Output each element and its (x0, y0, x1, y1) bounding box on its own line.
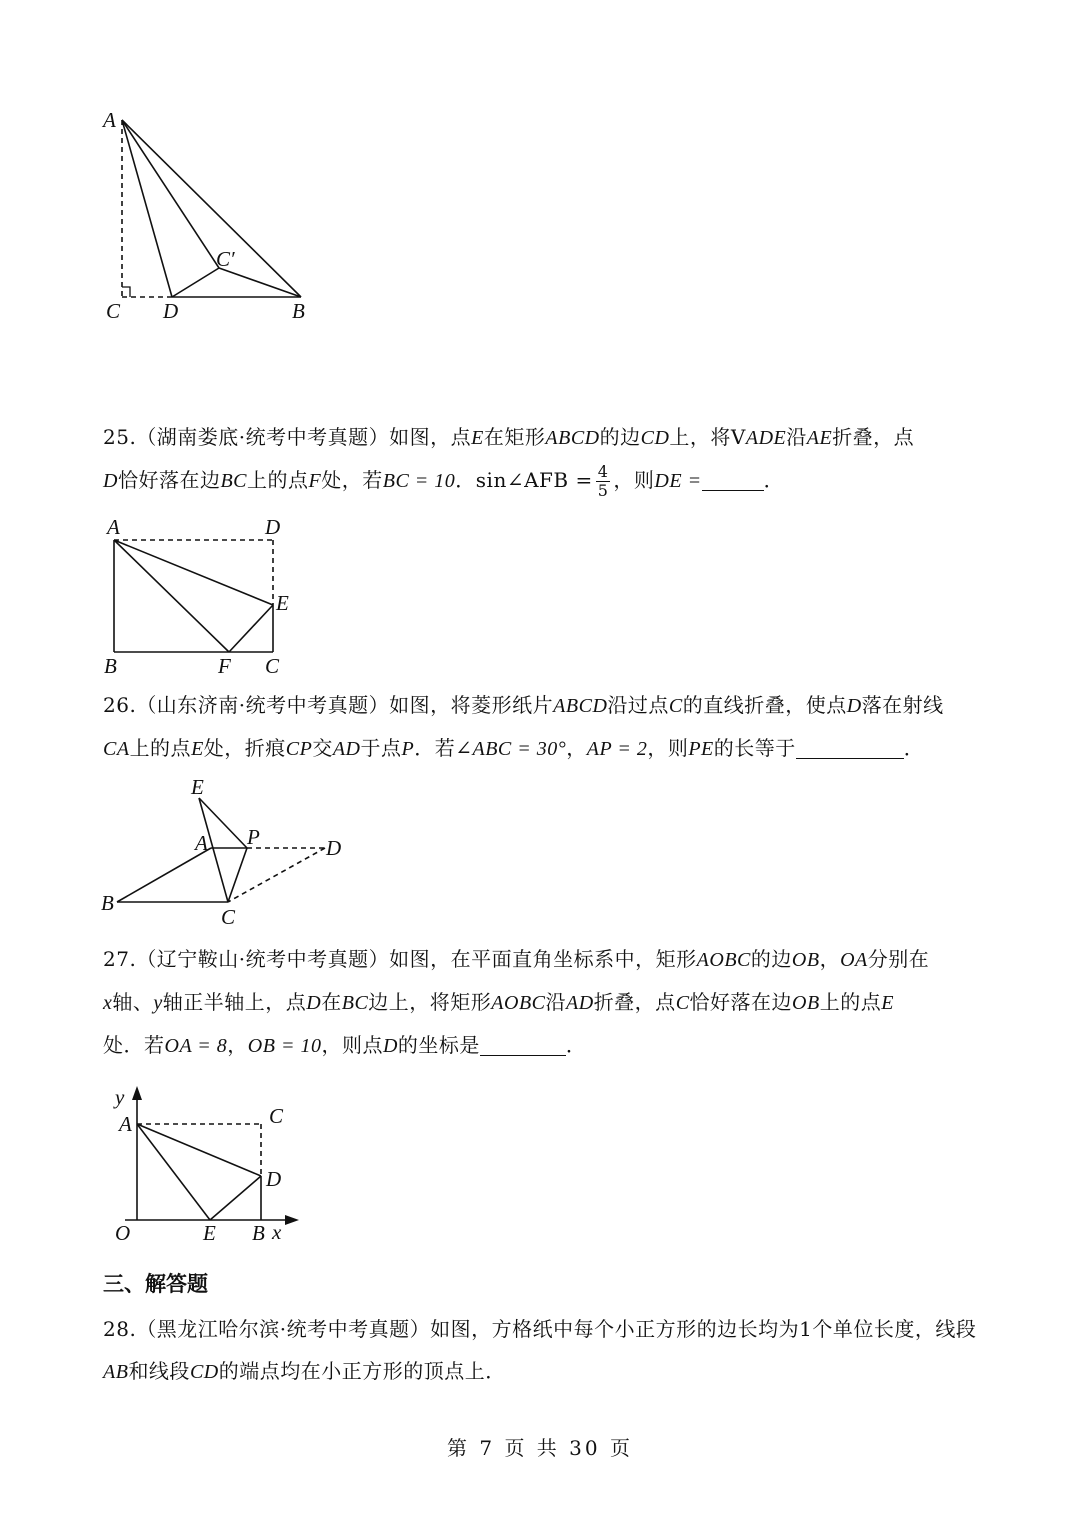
segment-ad (122, 120, 172, 297)
label-b: B (101, 891, 114, 915)
figure-q27 (95, 1082, 325, 1252)
question-number: 25. (103, 425, 137, 449)
answer-blank[interactable] (480, 1033, 566, 1056)
figure-q25 (95, 512, 315, 682)
segment-fe (229, 605, 273, 652)
question-27: 27.（辽宁鞍山·统考中考真题）如图，在平面直角坐标系中，矩形AOBC的边OB，OA分别在 x轴、y轴正半轴上，点D在BC边上，将矩形AOBC沿AD折叠，点C恰好落在边OB上的点E 处．若OA = 8，OB = 10，则点D的坐标是 ． (103, 947, 930, 1057)
segment-ae (114, 540, 273, 605)
label-a: A (119, 1112, 132, 1136)
segment-ad (137, 1124, 261, 1176)
segment-dc-dashed (228, 848, 325, 902)
label-a: A (107, 515, 120, 539)
label-c: C (106, 299, 121, 323)
label-c: C (221, 905, 236, 929)
segment-af (114, 540, 229, 652)
segment-ba (117, 848, 211, 902)
figure-q24 (95, 100, 355, 330)
label-c-prime: C′ (216, 247, 235, 271)
question-28: 28.（黑龙江哈尔滨·统考中考真题）如图，方格纸中每个小正方形的边长均为1个单位长度，线段AB和线段CD的端点均在小正方形的顶点上． (103, 1317, 977, 1383)
label-d: D (326, 836, 342, 860)
label-e: E (276, 591, 289, 615)
page-footer: 第 7 页 共 30 页 (447, 1436, 633, 1460)
fraction-4-5: $\frac{4}{5}$ (597, 462, 609, 500)
label-x: x (272, 1220, 282, 1244)
x-axis-arrow-icon (285, 1215, 299, 1225)
label-d: D (266, 1167, 282, 1191)
label-f: F (218, 654, 231, 678)
label-a: A (195, 831, 208, 855)
segment-ab (122, 120, 301, 297)
answer-blank[interactable] (702, 468, 764, 491)
figure-q26 (95, 772, 355, 932)
label-o: O (115, 1221, 131, 1245)
label-b: B (104, 654, 117, 678)
label-e: E (203, 1221, 216, 1245)
label-d: D (265, 515, 281, 539)
label-c: C (265, 654, 280, 678)
segment-c-prime-b (219, 268, 301, 297)
segment-ac-prime (122, 120, 219, 268)
label-b: B (292, 299, 305, 323)
question-26: 26.（山东济南·统考中考真题）如图，将菱形纸片ABCD沿过点C的直线折叠，使点D落在射线 CA上的点E处，折痕CP交AD于点P．若∠ABC = 30°，AP = 2，则PE的长等于 ． (103, 693, 944, 760)
label-a: A (103, 108, 116, 132)
question-25: 25.（湖南娄底·统考中考真题）如图，点E在矩形ABCD的边CD上，将VADE沿AE折叠，点 D恰好落在边BC上的点F处，若BC = 10．sin∠AFB = $\frac{4}{5}$ ，则DE = ． (103, 425, 915, 500)
segment-ed (210, 1176, 261, 1220)
y-axis-arrow-icon (132, 1086, 142, 1100)
answer-blank[interactable] (796, 736, 904, 759)
label-d: D (163, 299, 179, 323)
label-y: y (115, 1085, 125, 1109)
question-source: （湖南娄底·统考中考真题） (136, 425, 390, 449)
right-angle-mark (122, 287, 130, 297)
segment-ae (137, 1124, 210, 1220)
segment-dc-prime (172, 268, 219, 297)
label-e: E (191, 775, 204, 799)
label-b: B (252, 1221, 265, 1245)
label-c: C (269, 1104, 284, 1128)
section-title: 三、解答题 (103, 1272, 208, 1296)
label-p: P (247, 825, 260, 849)
